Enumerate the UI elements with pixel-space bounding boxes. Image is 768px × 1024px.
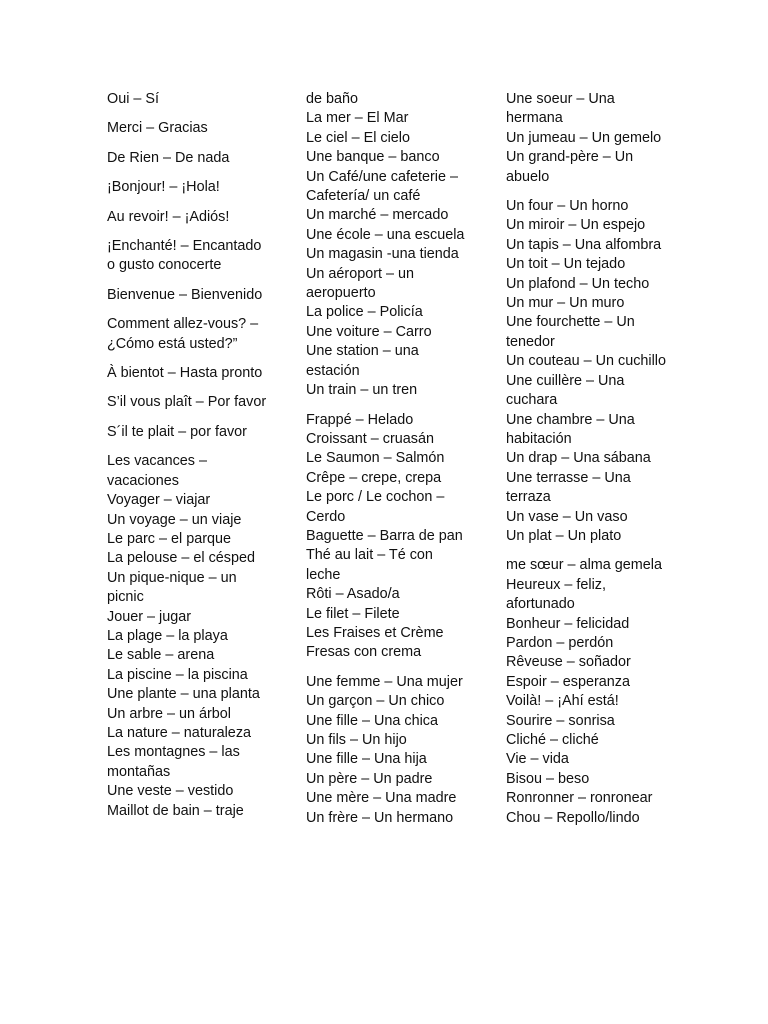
- vocab-entry: Oui – Sí: [107, 91, 159, 107]
- vocab-entry: Voilà! – ¡Ahí está!: [506, 693, 619, 710]
- vocab-entry: Cliché – cliché: [506, 732, 599, 748]
- vocab-group: [107, 119, 267, 138]
- vocab-entry: Un Café/une cafeterie – Cafetería/ un café: [306, 168, 458, 205]
- vocab-entry: Baguette – Barra de pan: [306, 527, 463, 544]
- vocab-entry: Une veste – vestido: [107, 783, 234, 800]
- vocab-group: [107, 315, 267, 354]
- vocab-group: [107, 423, 267, 442]
- vocab-entry: Un pique-nique – un picnic: [107, 569, 237, 606]
- vocab-entry: Un plat – Un plato: [506, 527, 622, 544]
- vocab-entry: Bienvenue – Bienvenido: [107, 286, 263, 303]
- vocab-group: [506, 197, 666, 546]
- vocab-group: [107, 178, 267, 197]
- vocab-entry: Un voyage – un viaje: [107, 511, 242, 528]
- vocab-entry: À bientot – Hasta pronto: [107, 365, 263, 382]
- vocab-entry: Un couteau – Un cuchillo: [506, 353, 666, 370]
- vocab-entry: de baño: [306, 91, 359, 107]
- vocab-entry: Un drap – Una sábana: [506, 450, 651, 467]
- vocab-entry: Un four – Un horno: [506, 198, 629, 215]
- vocab-entry: Le sable – arena: [107, 647, 215, 664]
- vocab-entry: ¡Bonjour! – ¡Hola!: [107, 179, 220, 196]
- vocab-group: [107, 364, 267, 383]
- vocab-entry: Un grand-père – Un abuelo: [506, 149, 634, 185]
- vocab-entry: Chou – Repollo/lindo: [506, 809, 640, 826]
- vocab-group: [306, 673, 468, 828]
- vocab-group: [107, 149, 267, 168]
- vocab-entry: La police – Policía: [306, 304, 423, 321]
- vocab-entry: La nature – naturaleza: [107, 724, 252, 741]
- vocab-entry: Thé au lait – Té con leche: [306, 547, 433, 583]
- vocab-entry: Frappé – Helado: [306, 411, 414, 428]
- vocab-entry: S’il vous plaît – Por favor: [107, 394, 267, 411]
- vocab-entry: S´il te plait – por favor: [107, 423, 247, 440]
- vocab-entry: La piscine – la piscina: [107, 666, 248, 683]
- vocab-entry: ¡Enchanté! – Encantado o gusto conocerte: [107, 238, 262, 274]
- vocab-group: [107, 452, 267, 821]
- vocab-entry: Un plafond – Un techo: [506, 275, 650, 292]
- vocab-entry: Une mère – Una madre: [306, 790, 457, 807]
- vocab-group: [107, 90, 267, 109]
- vocab-group: [107, 208, 267, 227]
- vocab-entry: Bonheur – felicidad: [506, 615, 630, 632]
- vocab-entry: Les vacances – vacaciones: [107, 453, 207, 489]
- vocab-entry: Une plante – una planta: [107, 686, 260, 703]
- vocab-entry: Comment allez-vous? – ¿Cómo está usted?”: [107, 316, 259, 352]
- vocab-entry: Le filet – Filete: [306, 605, 400, 622]
- vocab-entry: Une fourchette – Un tenedor: [506, 314, 635, 350]
- vocab-group: [506, 556, 666, 828]
- vocab-entry: Le porc / Le cochon – Cerdo: [306, 489, 445, 525]
- vocab-entry: Un mur – Un muro: [506, 295, 625, 312]
- vocab-group: [107, 286, 267, 305]
- vocab-entry: Un miroir – Un espejo: [506, 217, 646, 234]
- vocab-entry: Pardon – perdón: [506, 634, 614, 651]
- vocab-entry: Un vase – Un vaso: [506, 508, 628, 525]
- vocab-entry: Une soeur – Una hermana: [506, 91, 615, 127]
- vocab-entry: Ronronner – ronronear: [506, 790, 653, 807]
- vocab-entry: Crêpe – crepe, crepa: [306, 469, 442, 486]
- vocab-entry: Un tapis – Una alfombra: [506, 236, 662, 253]
- vocab-entry: La pelouse – el césped: [107, 550, 256, 567]
- vocab-entry: Sourire – sonrisa: [506, 712, 615, 729]
- vocab-entry: Une voiture – Carro: [306, 323, 432, 340]
- vocab-entry: Jouer – jugar: [107, 608, 191, 625]
- vocab-entry: Une banque – banco: [306, 149, 440, 166]
- vocab-entry: Le parc – el parque: [107, 530, 232, 547]
- vocab-entry: Les Fraises et Crème Fresas con crema: [306, 624, 444, 661]
- vocab-entry: Merci – Gracias: [107, 120, 208, 137]
- vocab-entry: Une fille – Una hija: [306, 751, 427, 768]
- vocab-entry: Voyager – viajar: [107, 492, 211, 509]
- vocab-entry: Croissant – cruasán: [306, 430, 434, 447]
- vocab-entry: Vie – vida: [506, 751, 569, 768]
- vocab-group: [506, 90, 666, 187]
- vocab-entry: Maillot de bain – traje: [107, 802, 244, 819]
- vocab-entry: La mer – El Mar: [306, 110, 409, 127]
- vocab-entry: Heureux – feliz, afortunado: [506, 576, 606, 613]
- vocab-entry: me sœur – alma gemela: [506, 557, 662, 574]
- vocab-entry: Les montagnes – las montañas: [107, 744, 240, 780]
- vocab-entry: Le ciel – El cielo: [306, 129, 410, 146]
- vocab-entry: Un jumeau – Un gemelo: [506, 129, 662, 146]
- vocab-entry: Rêveuse – soñador: [506, 654, 631, 671]
- vocab-entry: Une terrasse – Una terraza: [506, 469, 631, 506]
- vocab-entry: Rôti – Asado/a: [306, 586, 400, 603]
- vocab-group: [306, 411, 468, 663]
- vocab-entry: Une cuillère – Una cuchara: [506, 372, 625, 409]
- vocab-entry: Bisou – beso: [506, 770, 590, 787]
- vocab-group: [107, 237, 267, 276]
- vocab-entry: Au revoir! – ¡Adiós!: [107, 208, 230, 225]
- vocab-entry: Un train – un tren: [306, 382, 418, 399]
- vocab-group: [107, 393, 267, 412]
- vocab-entry: Un frère – Un hermano: [306, 809, 454, 826]
- vocab-column-3: [506, 90, 666, 828]
- vocab-entry: Un arbre – un árbol: [107, 705, 231, 722]
- vocab-entry: Un aéroport – un aeropuerto: [306, 265, 415, 302]
- vocab-entry: Un fils – Un hijo: [306, 732, 407, 748]
- vocab-entry: Une fille – Una chica: [306, 712, 438, 729]
- vocab-entry: Un toit – Un tejado: [506, 256, 626, 273]
- vocab-entry: Une école – una escuela: [306, 226, 465, 243]
- vocab-entry: Le Saumon – Salmón: [306, 450, 445, 467]
- vocab-entry: Une station – una estación: [306, 343, 419, 379]
- vocab-entry: Une femme – Una mujer: [306, 673, 463, 690]
- vocab-entry: La plage – la playa: [107, 627, 228, 644]
- vocab-group: [306, 90, 468, 401]
- vocab-entry: Espoir – esperanza: [506, 673, 630, 690]
- vocab-column-2: [306, 90, 468, 828]
- vocab-column-1: [107, 90, 267, 821]
- vocab-entry: Un magasin -una tienda: [306, 246, 459, 263]
- vocab-entry: Un père – Un padre: [306, 770, 433, 787]
- vocab-entry: Un marché – mercado: [306, 207, 449, 224]
- vocab-entry: Une chambre – Una habitación: [506, 411, 635, 447]
- vocab-entry: De Rien – De nada: [107, 149, 230, 166]
- vocab-entry: Un garçon – Un chico: [306, 693, 445, 710]
